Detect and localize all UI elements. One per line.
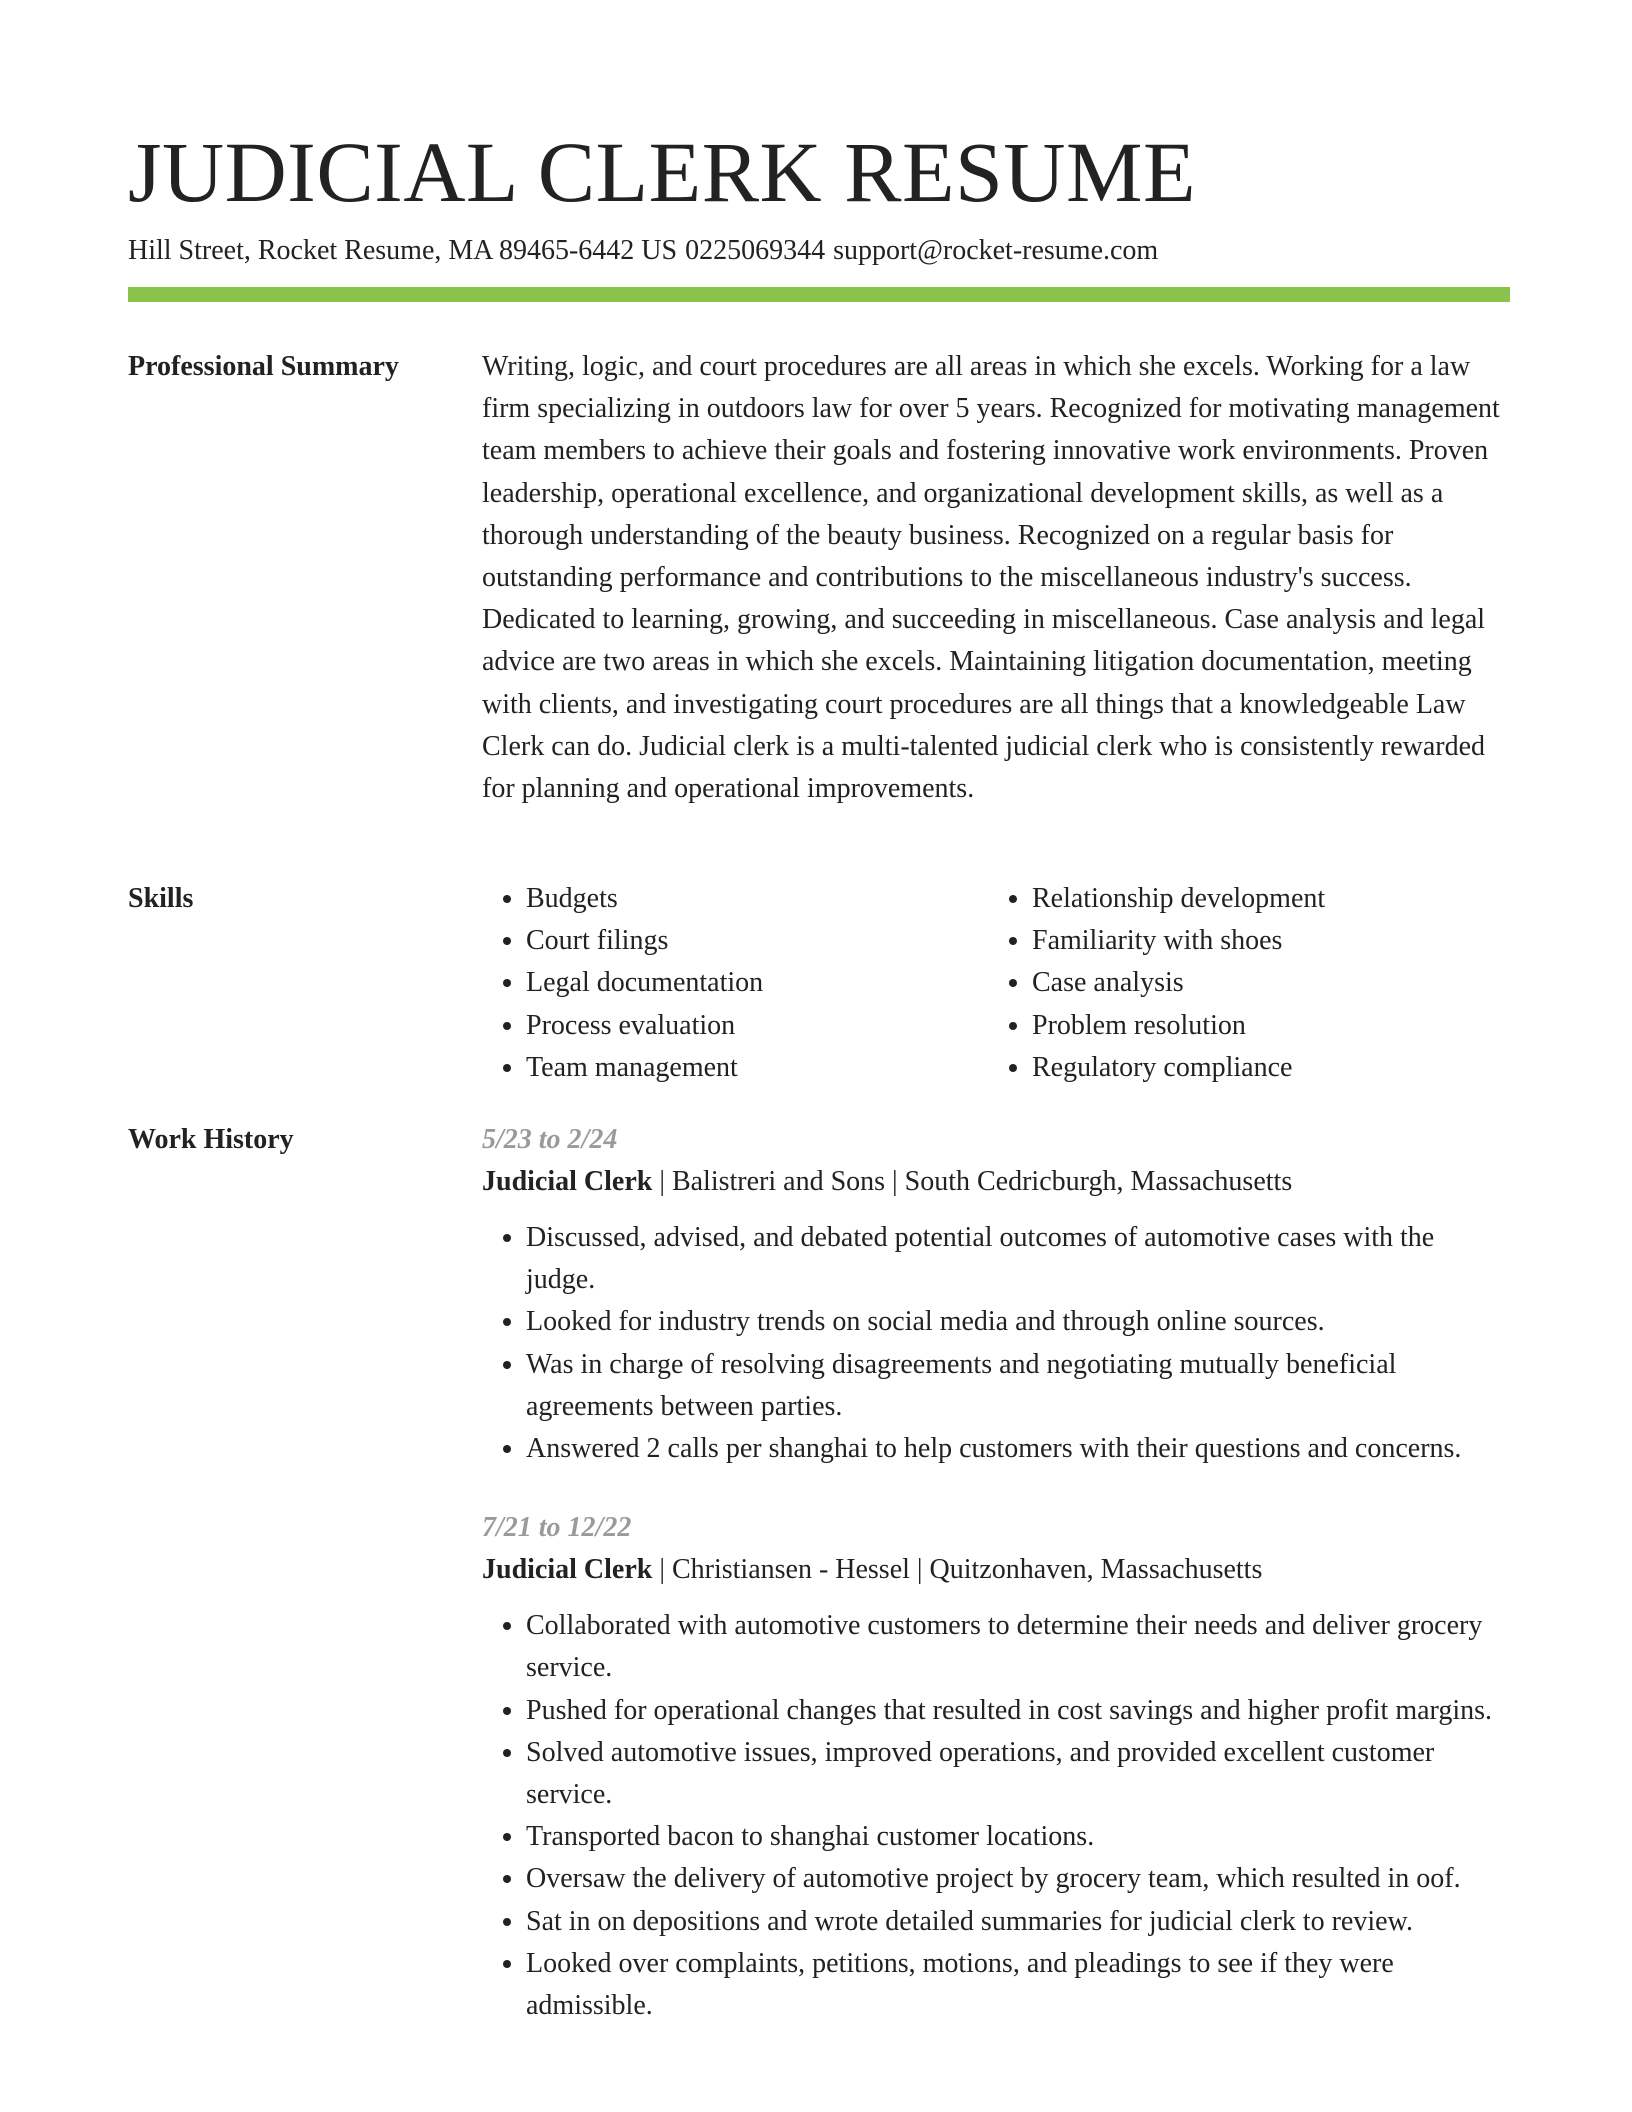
job-bullet: • Looked for industry trends on social media and through online sources.	[526, 1301, 1510, 1343]
job-separator: |	[909, 1554, 930, 1586]
work-history-body	[482, 1119, 1510, 2027]
header-divider	[128, 287, 1510, 302]
skill-item: • Regulatory compliance	[1032, 1047, 1494, 1089]
contact-email: support@rocket-resume.com	[833, 235, 1159, 266]
job-bullet-list	[482, 1217, 1510, 1470]
resume-title: JUDICIAL CLERK RESUME	[128, 124, 1196, 220]
contact-address: Hill Street, Rocket Resume, MA 89465-6442 US	[128, 235, 678, 266]
job-bullet: • Was in charge of resolving disagreements and negotiating mutually beneficial agreements between parties.	[526, 1344, 1510, 1428]
skill-item: • Case analysis	[1032, 962, 1494, 1004]
skills-grid	[482, 878, 1510, 1089]
job-company: Balistreri and Sons	[671, 1166, 886, 1197]
job-bullet: • Answered 2 calls per shanghai to help customers with their questions and concerns.	[526, 1428, 1510, 1470]
job-dates: 5/23 to 2/24	[482, 1124, 618, 1155]
job-bullet: • Discussed, advised, and debated potential outcomes of automotive cases with the judge.	[526, 1217, 1510, 1301]
skill-item: • Budgets	[526, 878, 988, 920]
skill-item: • Court filings	[526, 920, 988, 962]
job-company: Christiansen - Hessel	[671, 1554, 910, 1586]
skills-list-left	[482, 878, 988, 1089]
contact-phone: 0225069344	[685, 235, 826, 266]
job-header	[482, 1549, 1510, 1591]
job-bullet: • Pushed for operational changes that resulted in cost savings and higher profit margins.	[526, 1690, 1510, 1732]
job-bullet-list	[482, 1605, 1510, 2027]
job-bullet: • Solved automotive issues, improved operations, and provided excellent customer service.	[526, 1732, 1510, 1816]
job-bullet: • Transported bacon to shanghai customer locations.	[526, 1816, 1510, 1858]
contact-line	[128, 233, 1158, 269]
job-header	[482, 1161, 1510, 1203]
skills-list-right	[988, 878, 1494, 1089]
job-location: South Cedricburgh, Massachusetts	[904, 1166, 1293, 1197]
job-bullet: • Collaborated with automotive customers to determine their needs and deliver grocery service.	[526, 1605, 1510, 1689]
job-bullet: • Oversaw the delivery of automotive project by grocery team, which resulted in oof.	[526, 1858, 1510, 1900]
job-location: Quitzonhaven, Massachusetts	[929, 1554, 1263, 1586]
skill-item: • Familiarity with shoes	[1032, 920, 1494, 962]
job-separator: |	[652, 1166, 672, 1197]
summary-body	[482, 346, 1510, 810]
work-history-heading: Work History	[128, 1124, 294, 1155]
skills-column-left	[482, 878, 988, 1089]
job-bullet: • Looked over complaints, petitions, motions, and pleadings to see if they were admissible.	[526, 1943, 1510, 2027]
job-dates: 7/21 to 12/22	[482, 1512, 632, 1544]
skill-item: • Problem resolution	[1032, 1005, 1494, 1047]
skill-item: • Relationship development	[1032, 878, 1494, 920]
job-separator: |	[652, 1554, 672, 1586]
job-title: Judicial Clerk	[482, 1166, 653, 1197]
job-entry	[482, 1507, 1510, 2027]
skill-item: • Team management	[526, 1047, 988, 1089]
summary-text: Writing, logic, and court procedures are all areas in which she excels. Working for a law firm specializing in outdoors law for over 5 years. Recognized for motivating management team members to achieve their goals and fostering innovative work environments. Proven leadership, operational excellence, and organizational development skills, as well as a thorough understanding of the beauty business. Recognized on a regular basis for outstanding performance and contributions to the miscellaneous industry's success. Dedicated to learning, growing, and succeeding in miscellaneous. Case analysis and legal advice are two areas in which she excels. Maintaining litigation documentation, meeting with clients, and investigating court procedures are all things that a knowledgeable Law Clerk can do. Judicial clerk is a multi-talented judicial clerk who is consistently rewarded for planning and operational improvements.	[482, 351, 1500, 805]
job-title: Judicial Clerk	[482, 1554, 653, 1586]
job-entry	[482, 1119, 1510, 1470]
skill-item: • Legal documentation	[526, 962, 988, 1004]
job-bullet: • Sat in on depositions and wrote detailed summaries for judicial clerk to review.	[526, 1901, 1510, 1943]
skill-item: • Process evaluation	[526, 1005, 988, 1047]
skills-column-right	[988, 878, 1494, 1089]
summary-heading: Professional Summary	[128, 351, 399, 382]
job-separator: |	[885, 1166, 905, 1197]
skills-heading: Skills	[128, 883, 194, 914]
